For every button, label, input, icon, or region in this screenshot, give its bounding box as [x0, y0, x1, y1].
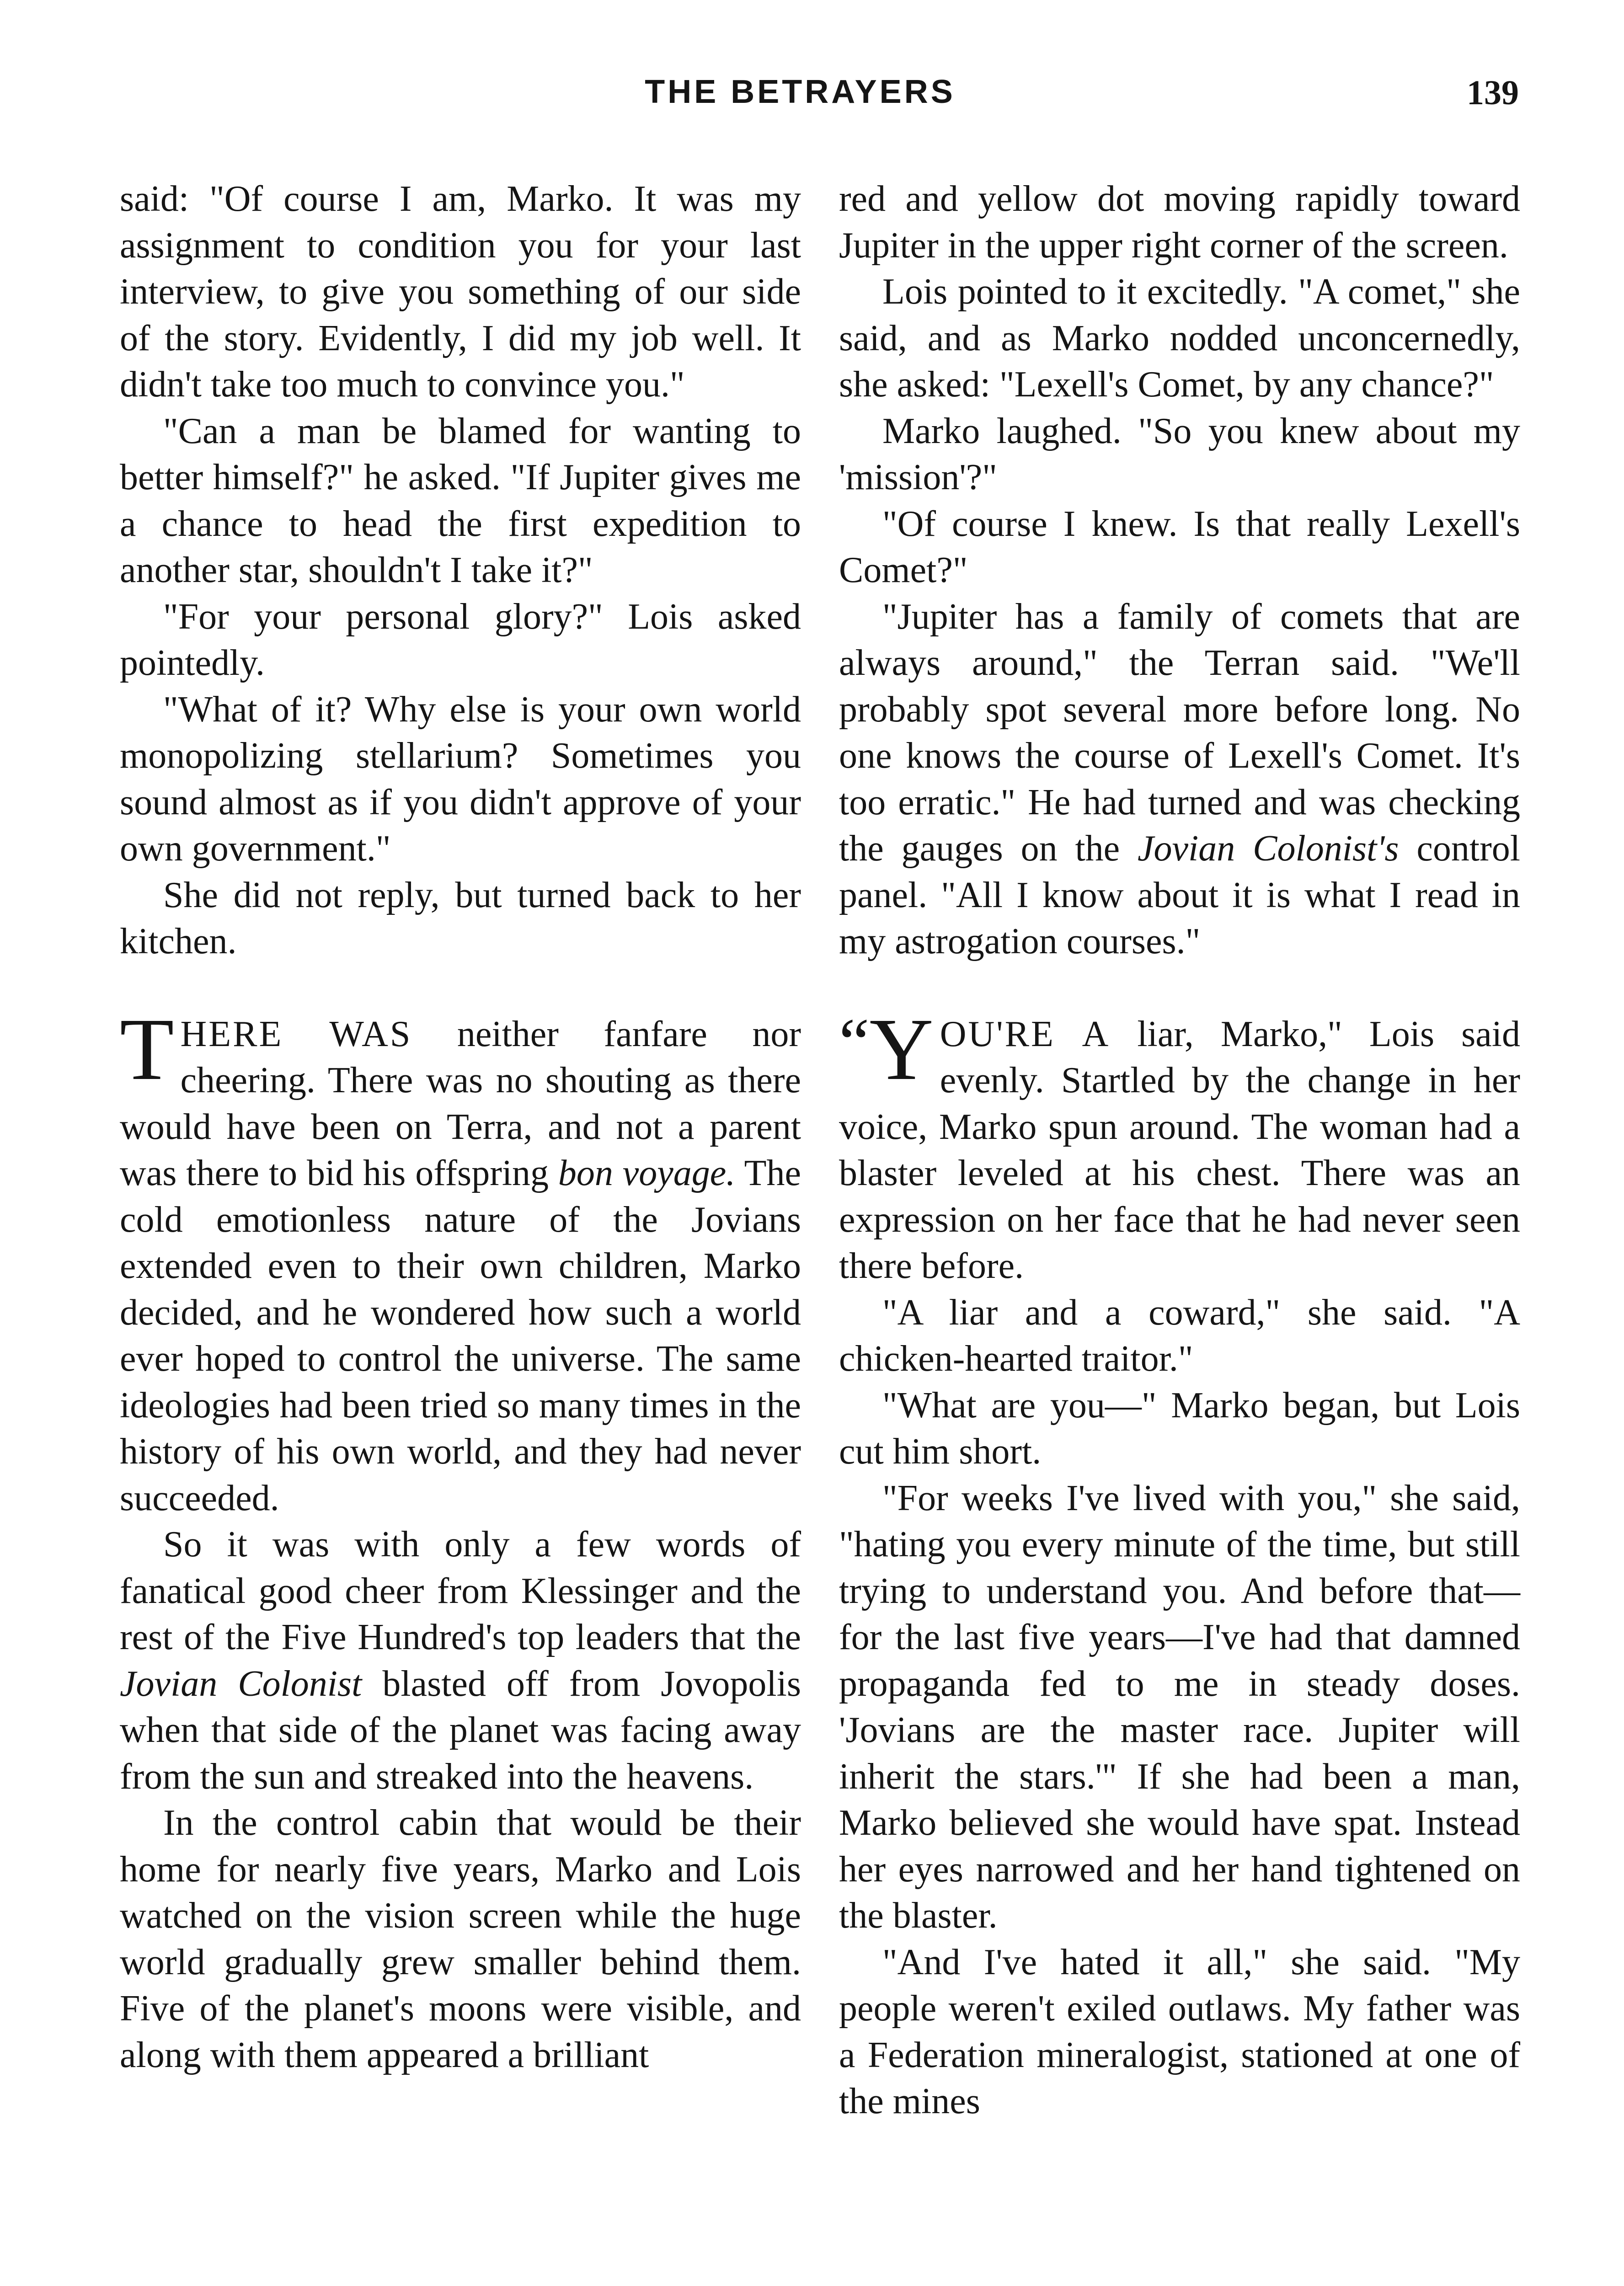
paragraph: "And I've hated it all," she said. "My people weren't exiled outlaws. My father was a Federation mineralogist, stationed at one of the mines — [839, 1942, 1520, 2121]
paragraph: "For weeks I've lived with you," she said, "hating you every minute of the time, but still trying to understand you. And before that—for the last five years—I've had that damned propaganda fed to me in steady doses. 'Jovians are the master race. Jupiter will inherit the stars.'" If she had been a man, Marko believed she would have spat. Instead her eyes narrowed and her hand tightened on the blaster. — [839, 1478, 1520, 1936]
text-run: blasted off from Jovopolis when that side of the planet was facing away from the sun and streaked into the heavens. — [120, 1663, 801, 1797]
italic-text: Jovian Colonist's — [1138, 828, 1399, 869]
paragraph: "A liar and a coward," she said. "A chicken-hearted traitor." — [839, 1292, 1520, 1379]
drop-cap: T — [120, 999, 174, 1098]
paragraph: In the control cabin that would be their home for nearly five years, Marko and Lois watched on the vision screen while the huge world gradually grew smaller behind them. Five of the planet's moons were visible, and along with them appeared a brilliant — [120, 1803, 801, 2075]
paragraph: "For your personal glory?" Lois asked pointedly. — [120, 596, 801, 683]
text-run: neither fanfare nor cheering. There was no shouting as there would have been on Terra, and not a parent was there to bid his offspring — [120, 1014, 801, 1193]
lead-in-smallcaps: HERE WAS — [180, 1014, 412, 1054]
running-title: THE BETRAYERS — [645, 74, 956, 110]
paragraph: "Of course I knew. Is that really Lexell's Comet?" — [839, 503, 1520, 590]
text-run: "Jupiter has a family of comets that are always around," the Terran said. "We'll probably spot several more before long. No one knows the course of Lexell's Comet. It's too erratic." He had turned and was checking the gauges on the — [839, 596, 1520, 869]
paragraph: She did not reply, but turned back to her kitchen. — [120, 875, 801, 961]
text-run: The cold emotionless nature of the Jovians extended even to their own children, Marko decided, and he wondered how such a world ever hoped to control the universe. The same ideologies had been tried so many times in the history of his own world, and they had never succeeded. — [120, 1153, 801, 1518]
paragraph: "What are you—" Marko began, but Lois cut him short. — [839, 1385, 1520, 1472]
paragraph: "What of it? Why else is your own world monopolizing stellarium? Sometimes you sound almost as if you didn't approve of your own government." — [120, 689, 801, 869]
running-head — [0, 73, 1624, 123]
italic-text: Jovian Colonist — [120, 1663, 362, 1704]
section-opening-paragraph — [120, 999, 801, 1522]
page-number: 139 — [1467, 74, 1519, 112]
paragraph: Marko laughed. "So you knew about my 'mission'?" — [839, 411, 1520, 497]
text-run: liar, Marko," Lois said evenly. Startled by the change in her voice, Marko spun around. The woman had a blaster leveled at his chest. There was an expression on her face that he had never seen there before. — [839, 1014, 1521, 1286]
text-run: So it was with only a few words of fanatical good cheer from Klessinger and the rest of the Five Hundred's top leaders that the — [120, 1524, 801, 1657]
italic-text: bon voyage. — [558, 1153, 736, 1193]
paragraph: red and yellow dot moving rapidly toward Jupiter in the upper right corner of the screen. — [839, 179, 1520, 266]
paragraph — [120, 1522, 801, 1800]
paragraph: said: "Of course I am, Marko. It was my assignment to condition you for your last interview, to give you something of our side of the story. Evidently, I did my job well. It didn't take too much to convince you." — [120, 179, 801, 405]
text-run: control panel. "All I know about it is what I read in my astrogation courses." — [839, 828, 1520, 961]
paragraph: "Can a man be blamed for wanting to better himself?" he asked. "If Jupiter gives me a chance to head the first expedition to another star, shouldn't I take it?" — [120, 411, 801, 590]
left-column — [120, 176, 801, 2078]
section-opening-paragraph — [839, 999, 1521, 1290]
lead-in-smallcaps: OU'RE A — [940, 1014, 1111, 1054]
paragraph: Lois pointed to it excitedly. "A comet," she said, and as Marko nodded unconcernedly, she asked: "Lexell's Comet, by any chance?" — [839, 272, 1520, 405]
drop-cap-quote: “ — [839, 1004, 870, 1080]
paragraph — [839, 594, 1520, 965]
right-column — [839, 176, 1520, 2125]
drop-cap-letter: Y — [869, 999, 934, 1098]
drop-cap — [839, 999, 934, 1098]
